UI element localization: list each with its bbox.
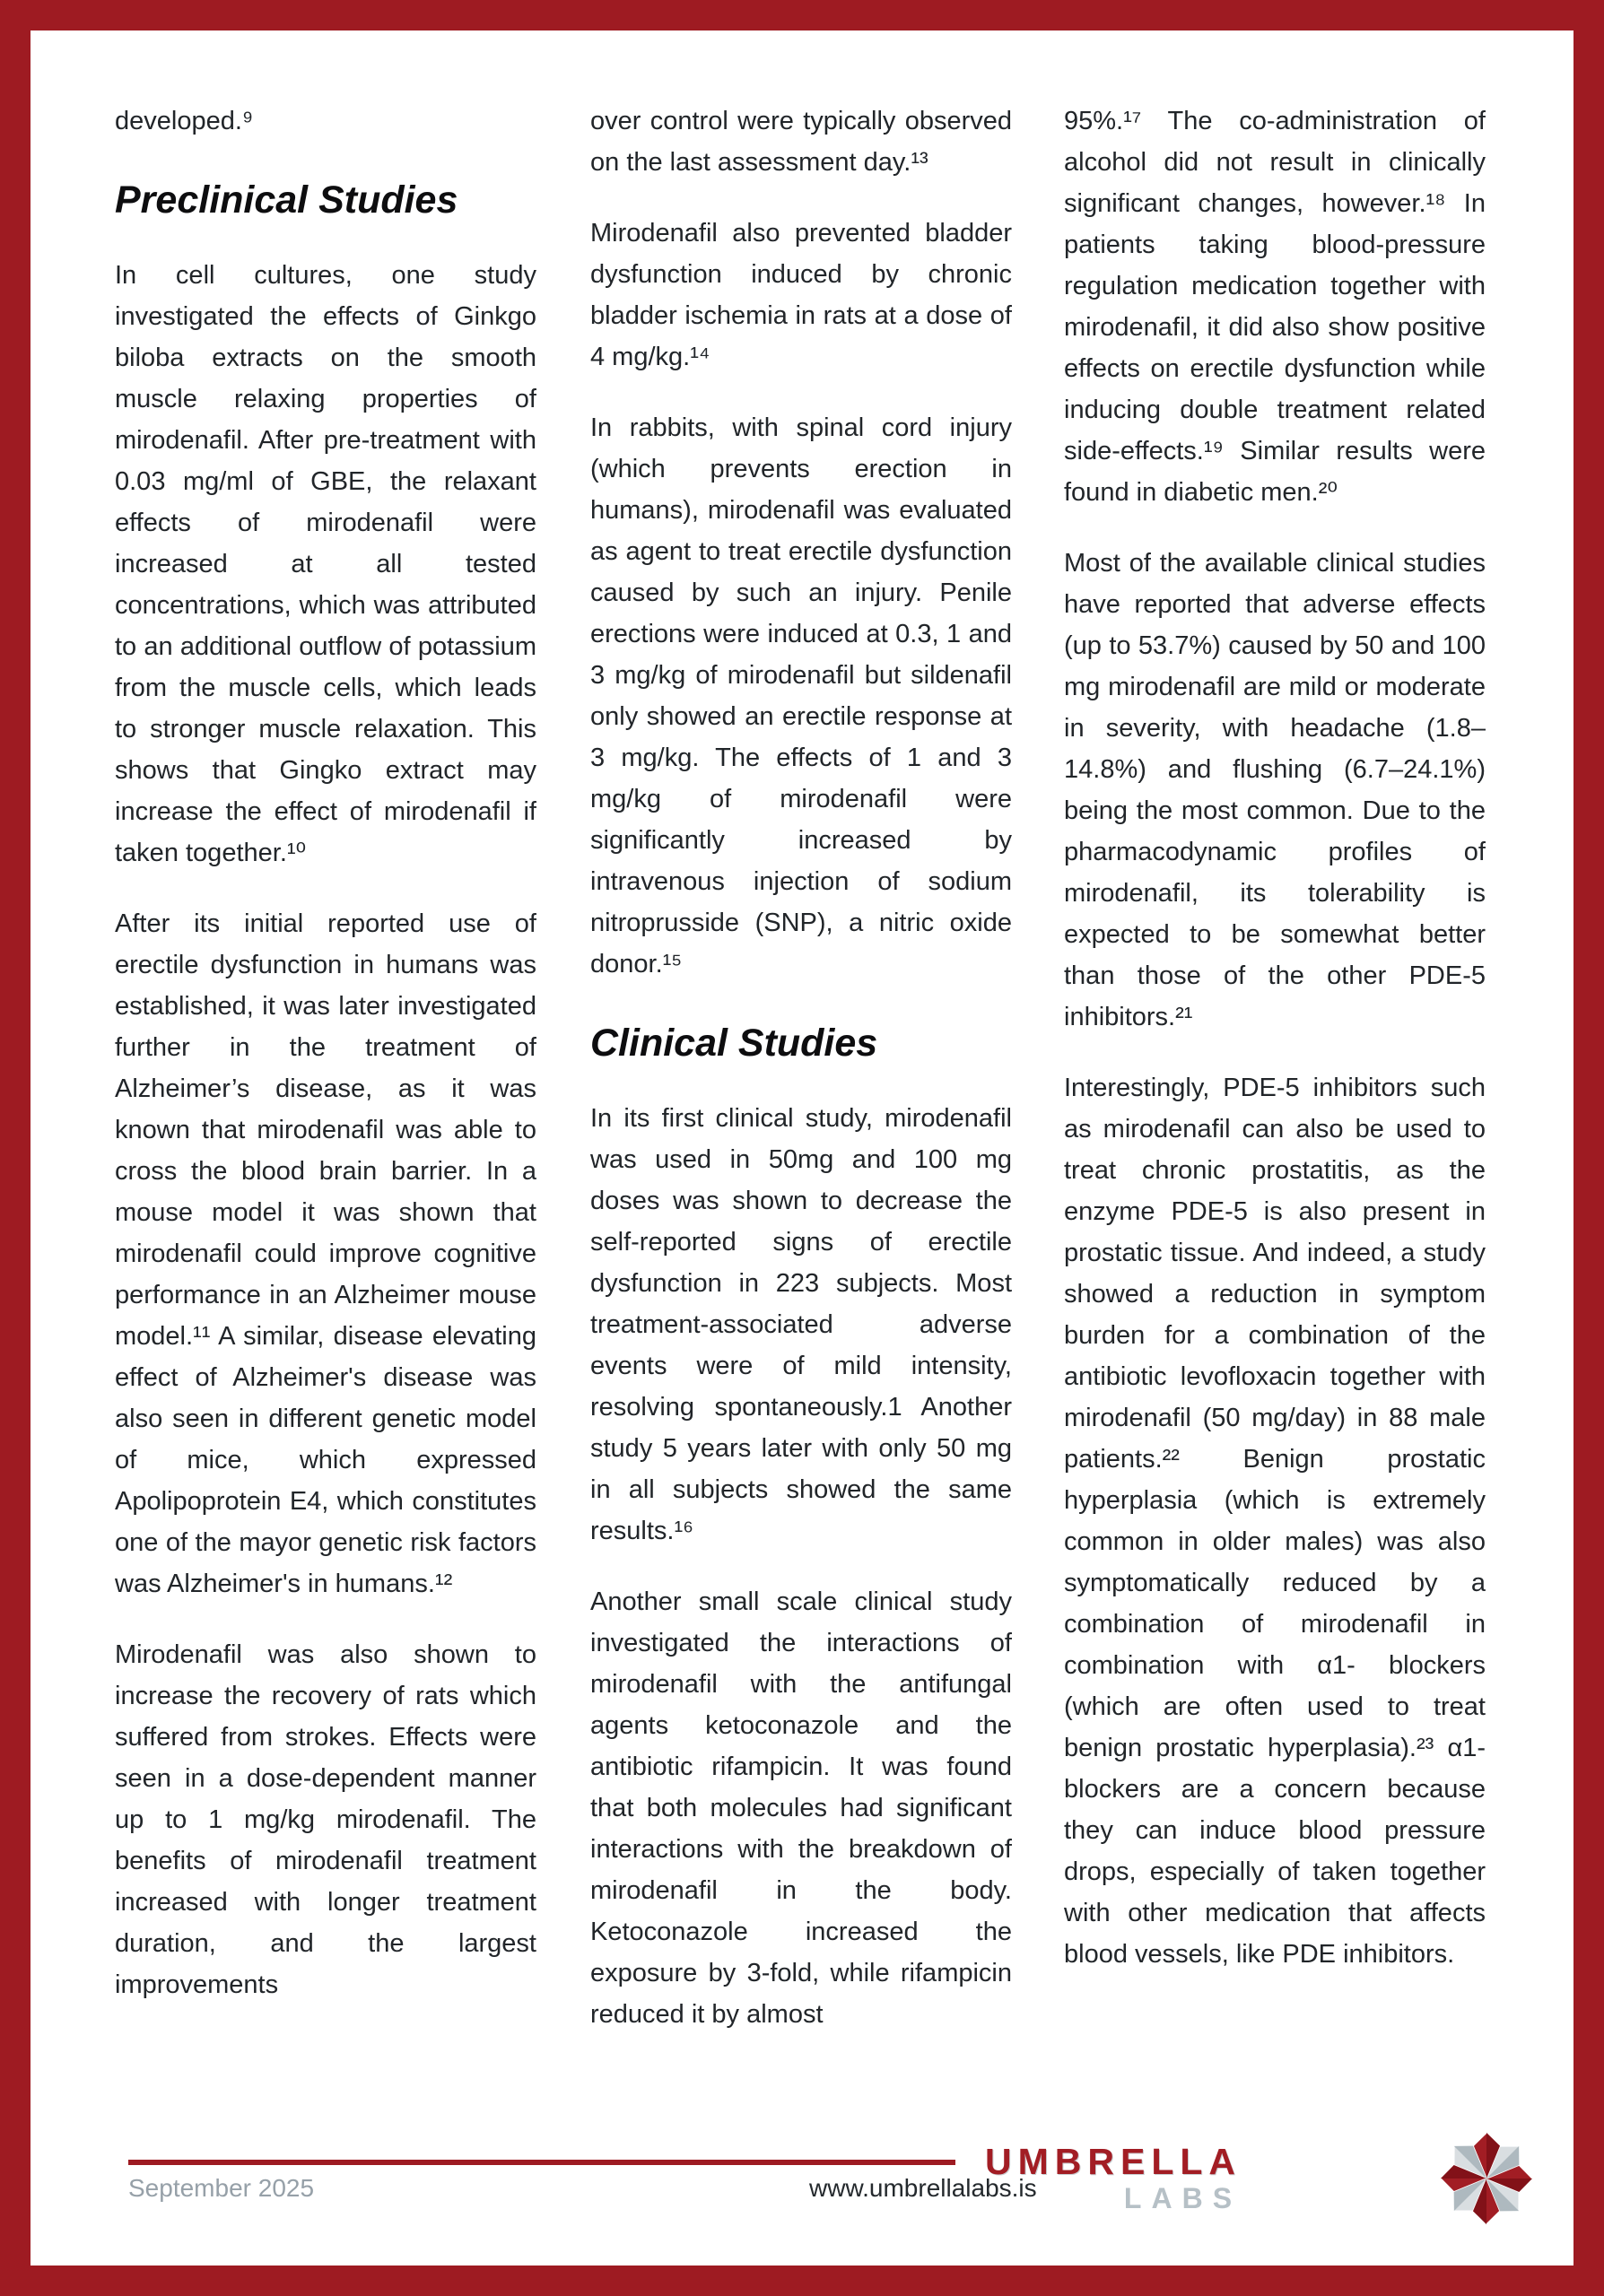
brand-logo <box>985 2142 1242 2213</box>
footer-date: September 2025 <box>128 2174 315 2202</box>
body-paragraph: In cell cultures, one study investigated the effects of Ginkgo biloba extracts on the smooth muscle relaxing properties of mirodenafil. After pre-treatment with 0.03 mg/ml of GBE, the relaxant effects of mirodenafil were increased at all tested concentrations, which was attributed to an additional outflow of potassium from the muscle cells, which leads to stronger muscle relaxation. This shows that Gingko extract may increase the effect of mirodenafil if taken together.¹⁰ <box>115 261 536 867</box>
body-paragraph: Another small scale clinical study investigated the interactions of mirodenafil with the antifungal agents ketoconazole and the antibiotic rifampicin. It was found that both molecules had significant interactions with the breakdown of mirodenafil in the body. Ketoconazole increased the exposure by 3-fold, while rifampicin reduced it by almost <box>590 1587 1012 2029</box>
footer-divider <box>128 2160 955 2165</box>
body-paragraph: Mirodenafil was also shown to increase the recovery of rats which suffered from strokes. Effects were seen in a dose-dependent manner up to 1 mg/kg mirodenafil. The benefits of mirodenafil treatment increased with longer treatment duration, and the largest improvements <box>115 1640 536 1999</box>
footer-url: www.umbrellalabs.is <box>809 2174 1037 2202</box>
text-column-middle <box>590 100 1012 2065</box>
body-paragraph: Mirodenafil also prevented bladder dysfunction induced by chronic bladder ischemia in rats at a dose of 4 mg/kg.¹⁴ <box>590 219 1012 371</box>
body-paragraph: In its first clinical study, mirodenafil was used in 50mg and 100 mg doses was shown to decrease the self-reported signs of erectile dysfunction in 223 subjects. Most treatment-associated adverse events were of mild intensity, resolving spontaneously.1 Another study 5 years later with only 50 mg in all subjects showed the same results.¹⁶ <box>590 1104 1012 1545</box>
body-paragraph: developed.⁹ <box>115 107 254 135</box>
brand-umbrella-text: UMBRELLA <box>985 2141 1242 2182</box>
body-paragraph: over control were typically observed on the last assessment day.¹³ <box>590 107 1012 177</box>
text-column-left <box>115 100 536 2035</box>
body-paragraph: Interestingly, PDE-5 inhibitors such as mirodenafil can also be used to treat chronic prostatitis, as the enzyme PDE-5 is also present in prostatic tissue. And indeed, a study showed a reduction in symptom burden for a combination of the antibiotic levofloxacin together with mirodenafil (50 mg/day) in 88 male patients.²² Benign prostatic hyperplasia (which is extremely common in older males) was also symptomatically reduced by a combination of mirodenafil in combination with α1- blockers (which are often used to treat benign prostatic hyperplasia).²³ α1-blockers are a concern because they can induce blood pressure drops, especially of taken together with other medication that affects blood vessels, like PDE inhibitors. <box>1064 1074 1486 1969</box>
section-heading: Preclinical Studies <box>115 178 458 222</box>
body-paragraph: After its initial reported use of erectile dysfunction in humans was established, it was later investigated further in the treatment of Alzheimer’s disease, as it was known that mirodenafil was able to cross the blood brain barrier. In a mouse model it was shown that mirodenafil could improve cognitive performance in an Alzheimer mouse model.¹¹ A similar, disease elevating effect of Alzheimer's disease was also seen in different genetic model of mice, which expressed Apolipoprotein E4, which constitutes one of the mayor genetic risk factors was Alzheimer's in humans.¹² <box>115 909 536 1598</box>
umbrella-logo-icon <box>1437 2129 1536 2228</box>
brand-labs-text: LABS <box>1123 2182 1242 2214</box>
body-paragraph: 95%.¹⁷ The co-administration of alcohol did not result in clinically significant changes, however.¹⁸ In patients taking blood-pressure regulation medication together with mirodenafil, it did also show positive effects on erectile dysfunction while inducing double treatment related side-effects.¹⁹ Similar results were found in diabetic men.²⁰ <box>1064 107 1486 507</box>
section-heading: Clinical Studies <box>590 1022 878 1065</box>
body-paragraph: In rabbits, with spinal cord injury (which prevents erection in humans), mirodenafil was evaluated as agent to treat erectile dysfunction caused by such an injury. Penile erections were induced at 0.3, 1 and 3 mg/kg of mirodenafil but sildenafil only showed an erectile response at 3 mg/kg. The effects of 1 and 3 mg/kg of mirodenafil were significantly increased by intravenous injection of sodium nitroprusside (SNP), a nitric oxide donor.¹⁵ <box>590 413 1012 978</box>
text-column-right <box>1064 100 1486 2005</box>
body-paragraph: Most of the available clinical studies have reported that adverse effects (up to 53.7%) caused by 50 and 100 mg mirodenafil are mild or moderate in severity, with headache (1.8–14.8%) and flushing (6.7–24.1%) being the most common. Due to the pharmacodynamic profiles of mirodenafil, its tolerability is expected to be somewhat better than those of the other PDE-5 inhibitors.²¹ <box>1064 549 1486 1031</box>
